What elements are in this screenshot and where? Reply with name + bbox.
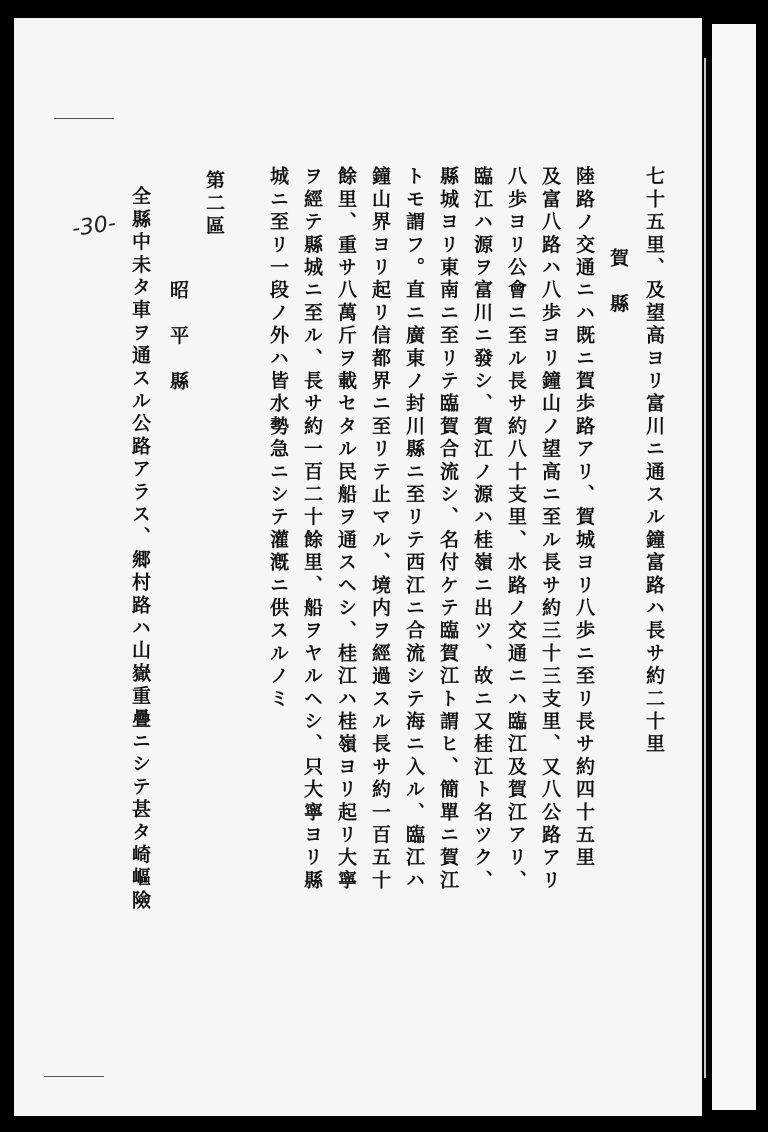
text-line: 及富八路ハ八歩ヨリ鐘山ノ望高ニ至ル長サ約三十三支里、又八公路アリ [539, 166, 561, 893]
adjacent-page-edge [712, 24, 756, 1110]
text-line: トモ謂フ。直ニ廣東ノ封川縣ニ至リテ西江ニ合流シテ海ニ入ル、臨江ハ [403, 166, 425, 893]
page-fold-line [704, 58, 706, 1078]
text-line: 臨江ハ源ヲ富川ニ發シ、賀江ノ源ハ桂嶺ニ出ツ、故ニ又桂江ト名ツク、 [471, 166, 493, 893]
scan-mark [44, 1076, 104, 1077]
text-line: 陸路ノ交通ニハ既ニ賀歩路アリ、賀城ヨリ八歩ニ至リ長サ約四十五里 [573, 166, 595, 870]
section-heading: 第二區 [203, 170, 225, 239]
text-line: 七十五里、及望高ヨリ富川ニ通スル鐘富路ハ長サ約二十里 [643, 166, 665, 757]
text-line: 全縣中未タ車ヲ通スル公路アラス、郷村路ハ山嶽重疊ニシテ甚タ崎嶇險 [129, 186, 151, 913]
text-line: 八歩ヨリ公會ニ至ル長サ約八十支里、水路ノ交通ニハ臨江及賀江アリ、 [505, 166, 527, 893]
county-heading: 昭 平 縣 [167, 280, 189, 394]
document-page [14, 18, 702, 1116]
county-heading: 賀 縣 [607, 248, 629, 317]
text-line: ヲ經テ縣城ニ至ル、長サ約一百二十餘里、船ヲヤルヘシ、只大寧ヨリ縣 [301, 166, 323, 893]
scan-mark [54, 118, 114, 119]
text-line: 餘里、重サ八萬斤ヲ載セタル民船ヲ通スヘシ、桂江ハ桂嶺ヨリ起リ大寧 [335, 166, 357, 893]
text-line: 鐘山界ヨリ起リ信都界ニ至リテ止マル、境内ヲ經過スル長サ約一百五十 [369, 166, 391, 893]
page-number-mark: -30- [70, 211, 118, 242]
text-line: 縣城ヨリ東南ニ至リテ臨賀合流シ、名付ケテ臨賀江ト謂ヒ、簡單ニ賀江 [437, 166, 459, 893]
text-line: 城ニ至リ一段ノ外ハ皆水勢急ニシテ灌漑ニ供スルノミ [267, 166, 289, 711]
